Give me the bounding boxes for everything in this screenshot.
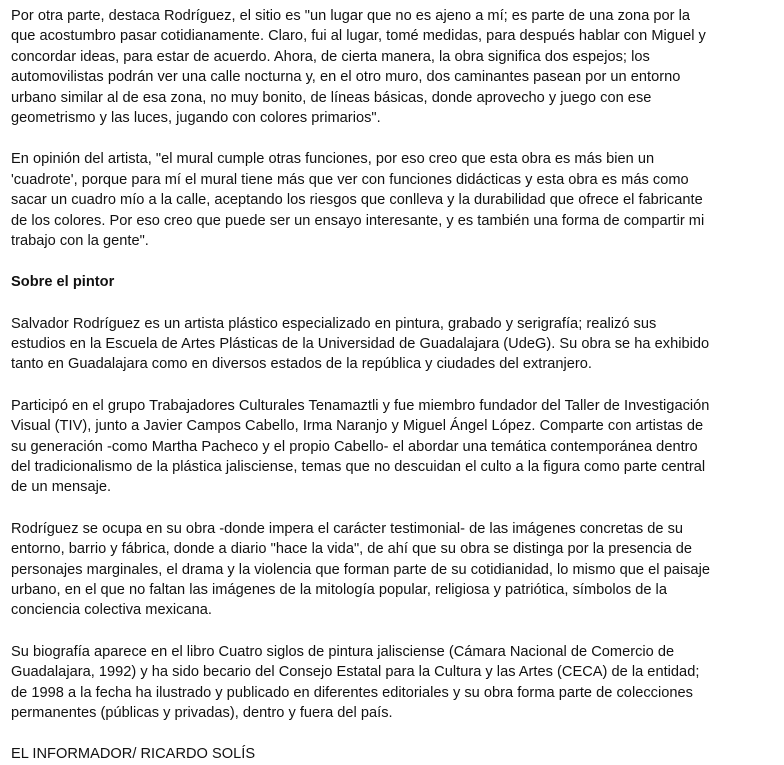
text-line: Salvador Rodríguez es un artista plástico especializado en pintura, grabado y serigrafía; realizó sus [11,315,657,332]
text-line: Visual (TIV), junto a Javier Campos Cabello, Irma Naranjo y Miguel Ángel López. Comparte con artistas de [11,418,704,435]
text-line: estudios en la Escuela de Artes Plásticas de la Universidad de Guadalajara (UdeG). Su obra se ha exhibido [11,336,710,353]
paragraph-group-participation [11,396,779,498]
text-line: 'cuadrote', porque para mí el mural tiene más que ver con funciones didácticas y esta obra es más como [11,171,689,188]
text-line: personajes marginales, el drama y la violencia que forman parte de su cotidianidad, lo mismo que el paisaje [11,561,710,578]
text-line: conciencia colectiva mexicana. [11,602,212,619]
text-line: de 1998 a la fecha ha ilustrado y publicado en diferentes editoriales y su obra forma parte de colecciones [11,684,693,701]
text-line: de los colores. Por eso creo que puede ser un ensayo interesante, y es también una forma de compartir mi [11,212,705,229]
text-line: sacar un cuadro mío a la calle, aceptando los riesgos que conlleva y la durabilidad que ofrece el fabricante [11,192,703,209]
text-line: tanto en Guadalajara como en diversos estados de la república y ciudades del extranjero. [11,356,592,373]
text-line: del tradicionalismo de la plástica jalisciense, temas que no descuidan el culto a la figura como parte central [11,459,706,476]
text-line: Su biografía aparece en el libro Cuatro siglos de pintura jalisciense (Cámara Nacional de Comercio de [11,643,675,660]
text-line: En opinión del artista, "el mural cumple otras funciones, por eso creo que esta obra es más bien un [11,151,655,168]
text-line: geometrismo y las luces, jugando con colores primarios". [11,109,381,126]
article-body [11,0,779,765]
paragraph-rodriguez-quote [11,6,779,128]
byline-text: EL INFORMADOR/ RICARDO SOLÍS [11,746,256,763]
text-line: Rodríguez se ocupa en su obra -donde impera el carácter testimonial- de las imágenes concretas de su [11,520,684,537]
text-line: urbano, en el que no faltan las imágenes de la mitología popular, religiosa y patriótica, símbolos de la [11,581,667,598]
text-line: entorno, barrio y fábrica, donde a diario "hace la vida", de ahí que su obra se distinga por la presencia de [11,541,693,558]
paragraph-artist-bio [11,314,779,375]
text-line: urbano similar al de esa zona, no muy bonito, de líneas básicas, donde aprovecho y juego con ese [11,89,652,106]
paragraph-work-themes [11,519,779,621]
text-line: automovilistas podrán ver una calle nocturna y, en el otro muro, dos caminantes pasean por un entorno [11,69,681,86]
text-line: permanentes (públicas y privadas), dentro y fuera del país. [11,704,393,721]
text-line: concordar ideas, para estar de acuerdo. Ahora, de cierta manera, la obra significa dos espejos; los [11,48,650,65]
text-line: su generación -como Martha Pacheco y el propio Cabello- el abordar una temática contemporánea dentro [11,438,698,455]
text-line: que acostumbro pasar cotidianamente. Claro, fui al lugar, tomé medidas, para después hablar con Miguel y [11,28,706,45]
text-line: Guadalajara, 1992) y ha sido becario del Consejo Estatal para la Cultura y las Artes (CECA) de la entidad; [11,664,700,681]
text-line: Participó en el grupo Trabajadores Culturales Tenamaztli y fue miembro fundador del Taller de Investigación [11,397,710,414]
section-heading [11,272,779,292]
text-line: de un mensaje. [11,479,112,496]
heading-text: Sobre el pintor [11,274,115,291]
paragraph-biography [11,642,779,724]
byline [11,744,779,764]
paragraph-artist-opinion [11,149,779,251]
text-line: Por otra parte, destaca Rodríguez, el sitio es "un lugar que no es ajeno a mí; es parte de una zona por la [11,8,691,24]
text-line: trabajo con la gente". [11,232,149,249]
